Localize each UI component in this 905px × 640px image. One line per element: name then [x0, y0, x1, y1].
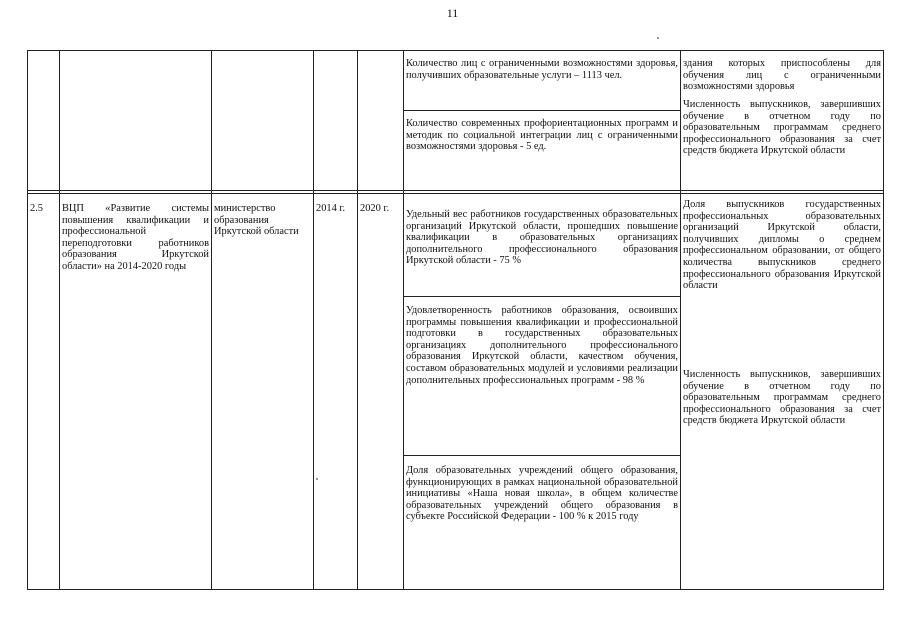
executor: министерство образования Иркутской области — [214, 203, 299, 238]
indicator-divider — [403, 296, 681, 297]
column-divider — [403, 50, 404, 590]
indicator-divider — [403, 455, 681, 456]
result-text: Численность выпускников, завершивших обучение в отчетном году по образовательным программам среднего профессионального образования за счет средств бюджета Иркутской области — [683, 99, 881, 157]
end-year: 2020 г. — [360, 203, 390, 214]
table-border-right — [883, 50, 884, 590]
indicator-text: Удельный вес работников государственных образовательных организаций Иркутской области, прошедших повышение квалификации в образовательных организациях дополнительного профессионального образования Иркутской области - 75 % — [406, 209, 678, 267]
column-divider — [211, 50, 212, 590]
page-number: 11 — [446, 6, 459, 20]
column-divider — [680, 50, 681, 590]
column-divider — [59, 50, 60, 590]
program-name: ВЦП «Развитие системы повышения квалификации и профессиональной переподготовки работников образования Иркутской области» на 2014-2020 годы — [62, 203, 209, 272]
table-border-left — [27, 50, 28, 590]
column-divider — [357, 50, 358, 590]
table-border-top — [27, 50, 884, 51]
start-year: 2014 г. — [316, 203, 346, 214]
row-number: 2.5 — [30, 203, 43, 214]
indicator-text: Доля образовательных учреждений общего образования, функционирующих в рамках национальной образовательной инициативы «Наша новая школа», в общем количестве образовательных учреждений общего образования в субъекте Российской Федерации - 100 % к 2015 году — [406, 465, 678, 523]
row-divider — [27, 193, 884, 194]
result-text: Доля выпускников государственных профессиональных образовательных организаций Иркутской области, получивших дипломы о среднем профессиональном образовании, от общего количества выпускников среднего профессионального образования Иркутской области — [683, 199, 881, 292]
row-divider — [27, 190, 884, 191]
indicator-divider — [403, 110, 681, 111]
result-text: Численность выпускников, завершивших обучение в отчетном году по образовательным программам среднего профессионального образования за счет средств бюджета Иркутской области — [683, 369, 881, 427]
indicator-text: Количество современных профориентационных программ и методик по социальной интеграции лиц с ограниченными возможностями здоровья - 5 ед. — [406, 118, 678, 153]
column-divider — [313, 50, 314, 590]
result-text: здания которых приспособлены для обучения лиц с ограниченными возможностями здоровья — [683, 58, 881, 93]
indicator-text: Количество лиц с ограниченными возможностями здоровья, получивших образовательные услуги – 1113 чел. — [406, 58, 678, 81]
table-border-bottom — [27, 589, 884, 590]
indicator-text: Удовлетворенность работников образования, освоивших программы повышения квалификации и профессиональной подготовки в государственных образовательных организациях дополнительного профессионального образования Иркутской области, качеством обучения, составом образовательных модулей и условиями реализации дополнительных профессиональных программ - 98 % — [406, 305, 678, 386]
